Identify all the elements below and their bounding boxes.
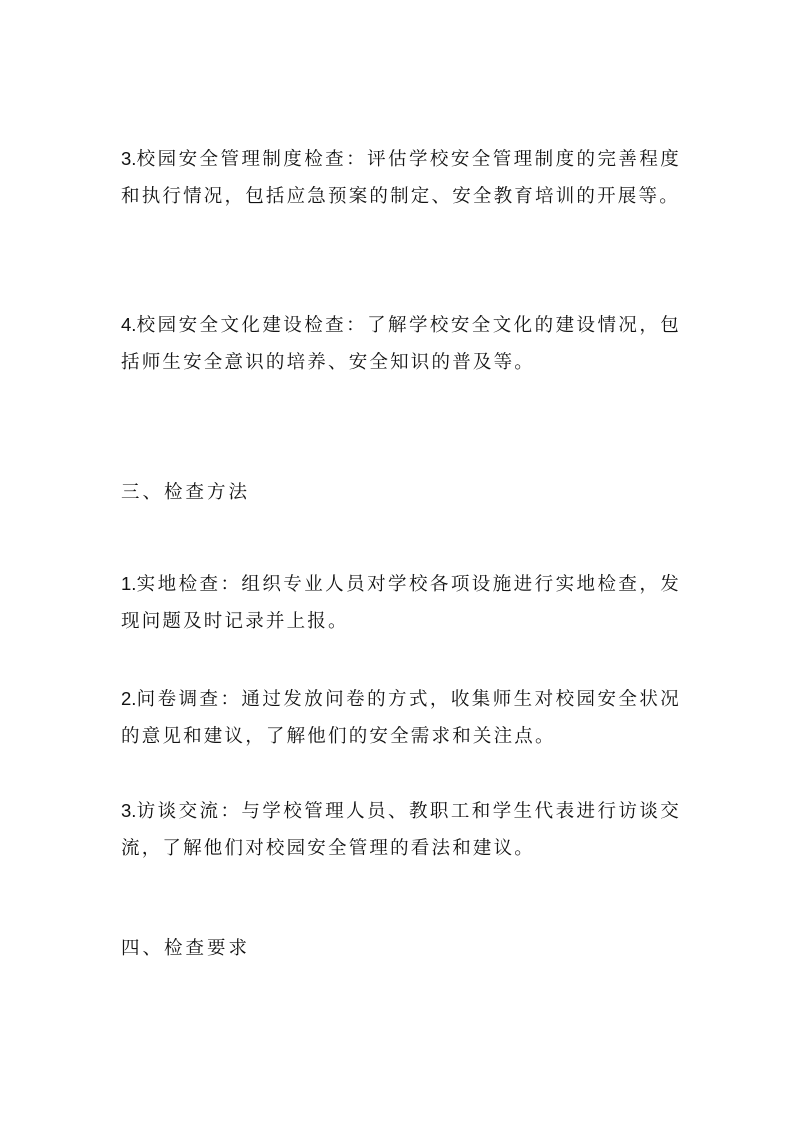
item-number: 3. (121, 800, 137, 821)
section-heading-inspection-requirements: 四、检查要求 (121, 938, 251, 959)
item-number: 4. (121, 314, 137, 335)
paragraph-interview (121, 792, 681, 867)
paragraph-safety-management-system (121, 140, 681, 215)
item-number: 3. (121, 148, 137, 169)
paragraph-safety-culture (121, 306, 681, 381)
item-number: 1. (121, 573, 137, 594)
section-heading-inspection-methods: 三、检查方法 (121, 482, 251, 503)
paragraph-questionnaire (121, 680, 681, 755)
paragraph-text: 实地检查：组织专业人员对学校各项设施进行实地检查，发现问题及时记录并上报。 (121, 574, 681, 632)
paragraph-text: 问卷调查：通过发放问卷的方式，收集师生对校园安全状况的意见和建议，了解他们的安全需求和关注点。 (121, 689, 681, 747)
paragraph-text: 校园安全文化建设检查：了解学校安全文化的建设情况，包括师生安全意识的培养、安全知识的普及等。 (121, 315, 681, 373)
item-number: 2. (121, 688, 137, 709)
paragraph-text: 访谈交流：与学校管理人员、教职工和学生代表进行访谈交流，了解他们对校园安全管理的看法和建议。 (121, 801, 681, 859)
paragraph-text: 校园安全管理制度检查：评估学校安全管理制度的完善程度和执行情况，包括应急预案的制定、安全教育培训的开展等。 (121, 149, 681, 207)
paragraph-on-site-inspection (121, 565, 681, 640)
